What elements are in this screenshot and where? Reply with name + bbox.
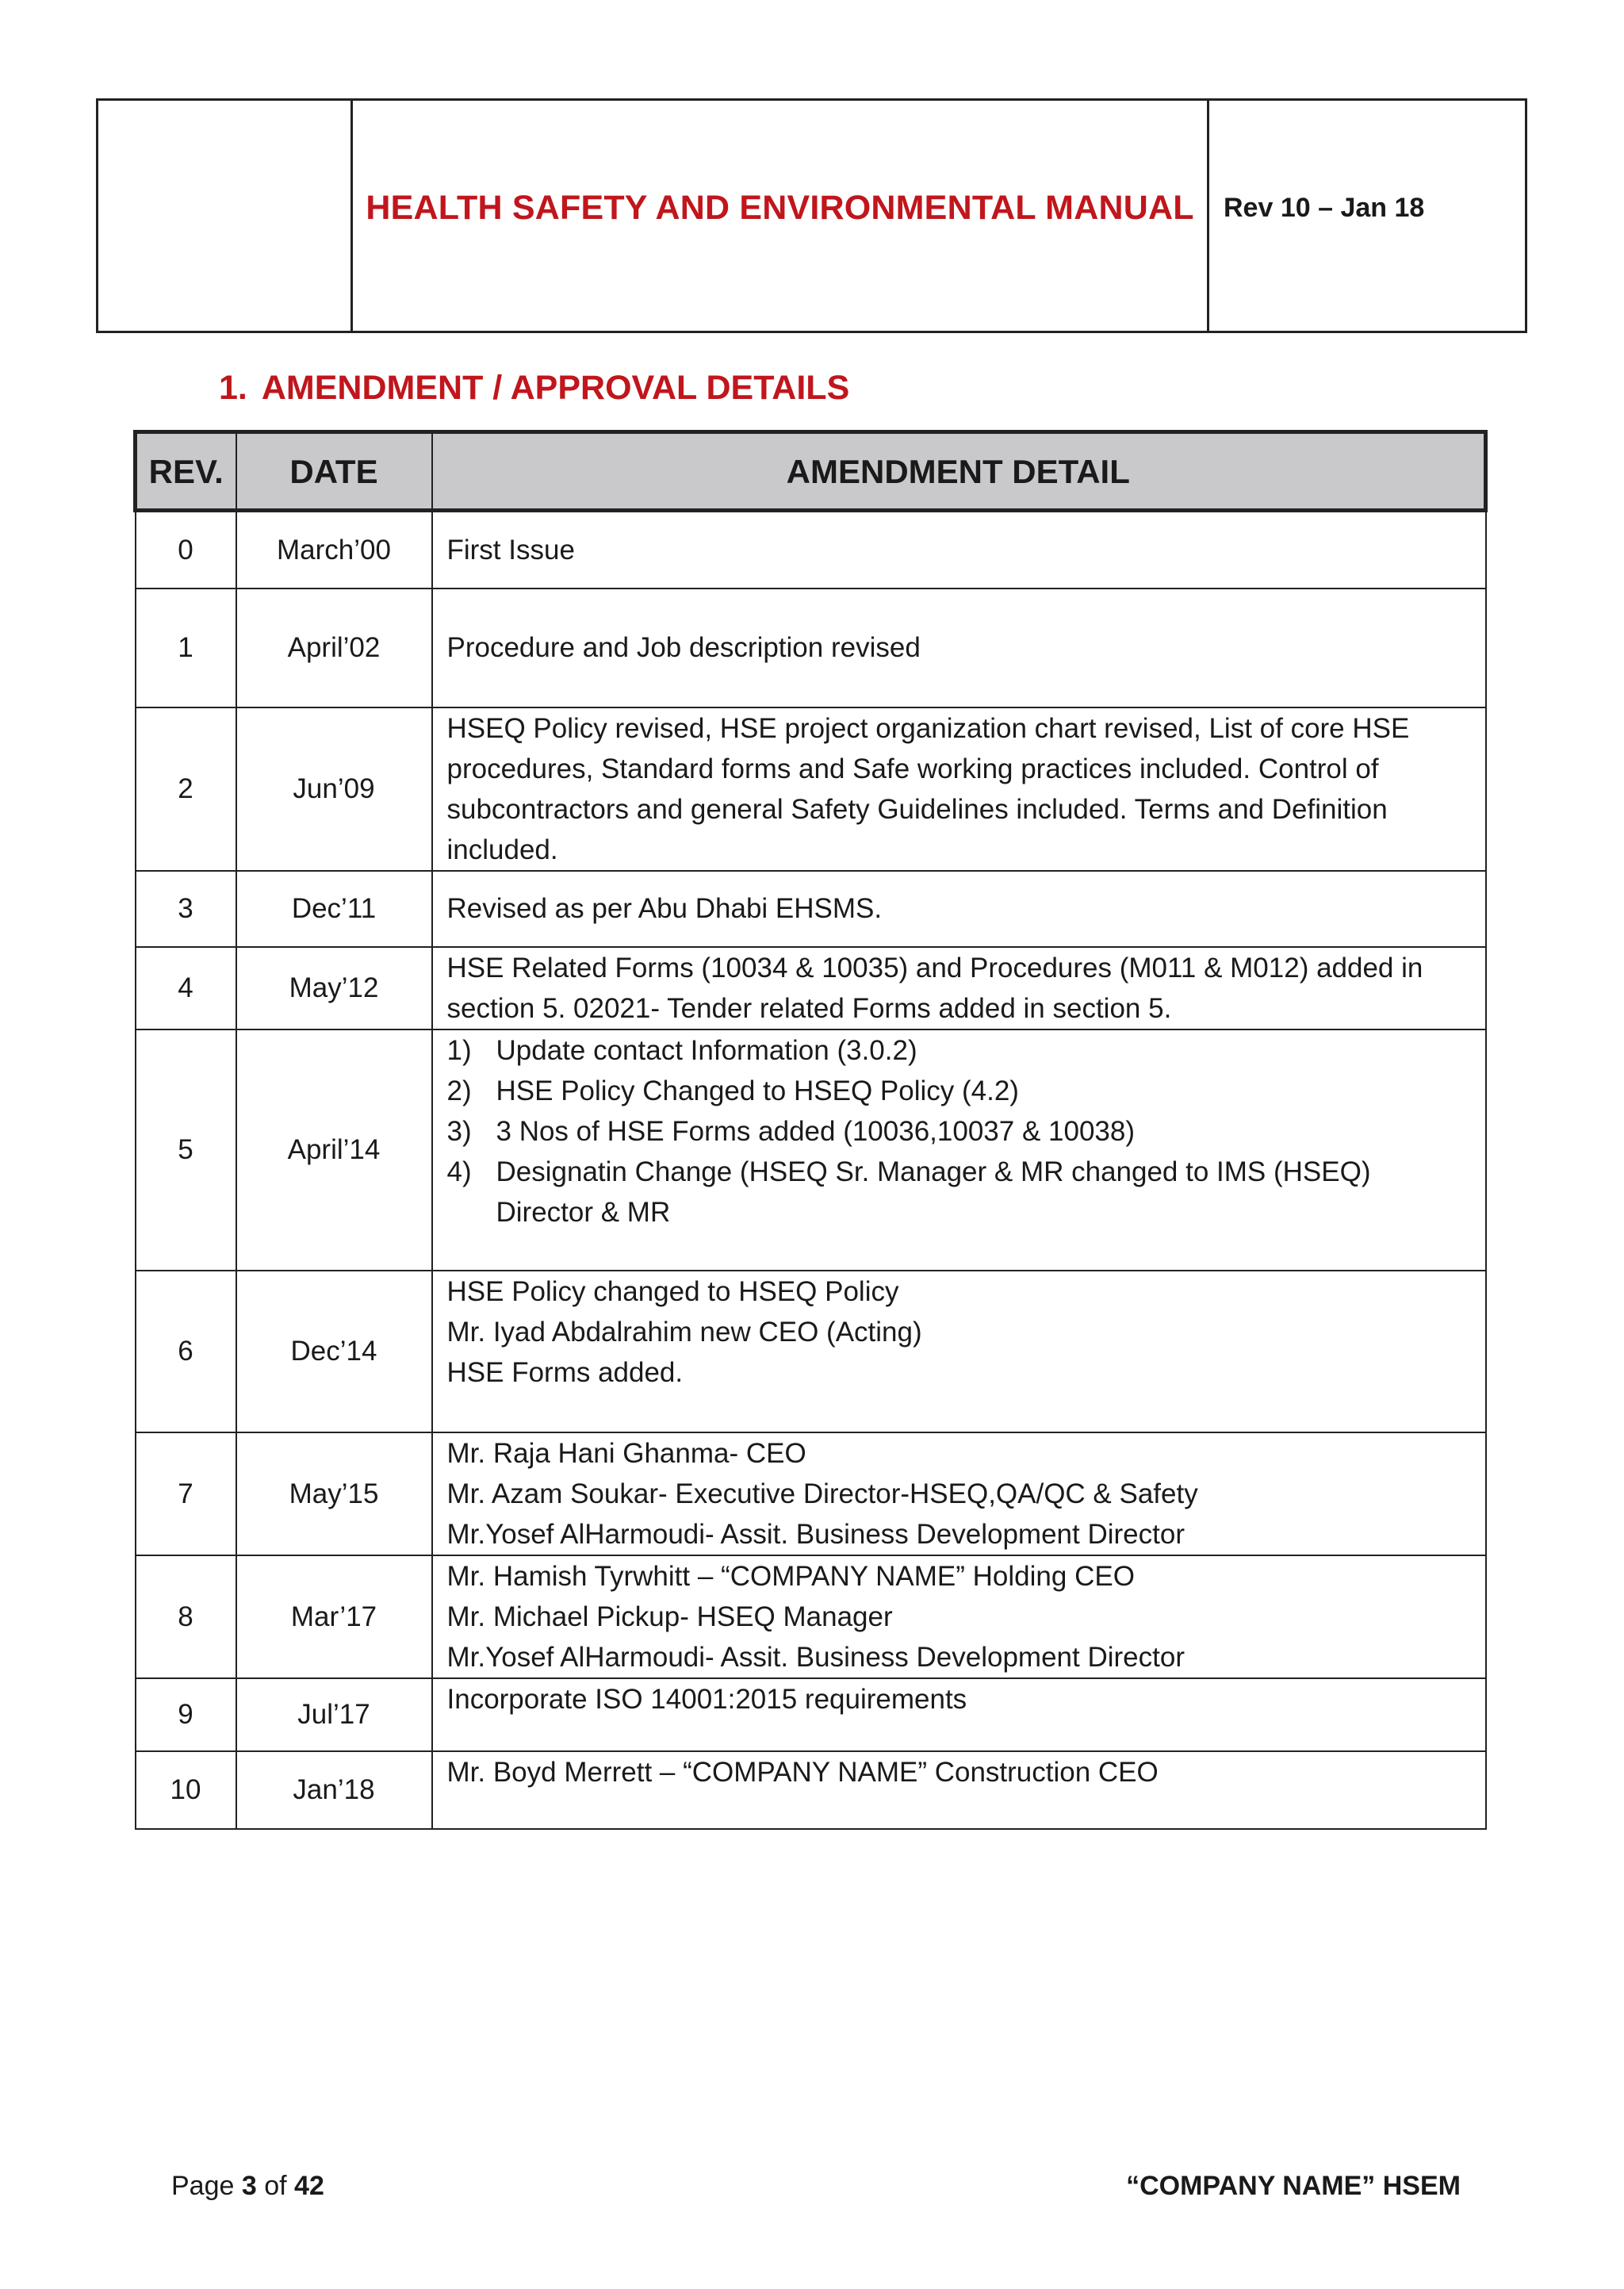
list-item-number: 2) [446, 1075, 472, 1106]
amendment-detail-cell [432, 1751, 1486, 1829]
section-title: AMENDMENT / APPROVAL DETAILS [261, 369, 850, 407]
document-code: “COMPANY NAME” HSEM [1126, 2171, 1461, 2201]
table-row [136, 589, 1486, 707]
section-number: 1. [219, 369, 247, 407]
detail-line: Mr. Michael Pickup- HSEQ Manager [446, 1601, 893, 1632]
table-row [136, 1678, 1486, 1751]
column-header-rev: REV. [136, 432, 236, 511]
rev-cell: 3 [136, 871, 236, 947]
date-cell: Jun’09 [236, 707, 432, 871]
section-heading [219, 369, 849, 408]
manual-title: HEALTH SAFETY AND ENVIRONMENTAL MANUAL [366, 188, 1194, 227]
amendment-detail-cell [432, 511, 1486, 589]
table-row [136, 947, 1486, 1029]
detail-line: First Issue [446, 534, 575, 566]
date-cell: May’12 [236, 947, 432, 1029]
detail-line: Mr. Boyd Merrett – “COMPANY NAME” Construction CEO [446, 1756, 1159, 1788]
amendment-detail-cell [432, 707, 1486, 871]
list-item-text: HSE Policy Changed to HSEQ Policy (4.2) [496, 1075, 1019, 1106]
detail-line: HSE Policy changed to HSEQ Policy [446, 1275, 899, 1307]
amendment-detail-cell [432, 1678, 1486, 1751]
list-item [447, 1071, 1471, 1111]
detail-line: HSEQ Policy revised, HSE project organization chart revised, List of core HSE procedures, Standard forms and Safe working practices included. Control of subcontractors and general Safety Guidelines included. Terms and Definition included. [446, 712, 1410, 865]
document-header [96, 98, 1527, 333]
detail-line: HSE Related Forms (10034 & 10035) and Procedures (M011 & M012) added in section 5. 02021- Tender related Forms added in section 5. [446, 952, 1423, 1024]
amendment-detail-cell [432, 947, 1486, 1029]
detail-line: Mr.Yosef AlHarmoudi- Assit. Business Development Director [446, 1518, 1185, 1550]
rev-cell: 9 [136, 1678, 236, 1751]
detail-line: Mr. Raja Hani Ghanma- CEO [446, 1437, 806, 1469]
amendment-detail-cell [432, 589, 1486, 707]
page-number: Page 3 of 42 [171, 2171, 324, 2201]
date-cell: May’15 [236, 1432, 432, 1555]
rev-cell: 5 [136, 1029, 236, 1271]
table-row [136, 1029, 1486, 1271]
list-item-text: Designatin Change (HSEQ Sr. Manager & MR changed to IMS (HSEQ) Director & MR [496, 1156, 1371, 1228]
amendment-detail-cell [432, 1555, 1486, 1678]
rev-cell: 8 [136, 1555, 236, 1678]
logo-cell [98, 101, 353, 331]
column-header-amendment-detail: AMENDMENT DETAIL [432, 432, 1486, 511]
date-cell: April’02 [236, 589, 432, 707]
table-row [136, 1432, 1486, 1555]
rev-cell: 4 [136, 947, 236, 1029]
date-cell: April’14 [236, 1029, 432, 1271]
amendment-list [447, 1030, 1471, 1233]
header-title-cell [353, 101, 1209, 331]
rev-cell: 6 [136, 1271, 236, 1432]
list-item-number: 3) [446, 1115, 472, 1147]
list-item-text: Update contact Information (3.0.2) [496, 1034, 917, 1066]
rev-cell: 0 [136, 511, 236, 589]
detail-line: Incorporate ISO 14001:2015 requirements [446, 1683, 967, 1715]
list-item-number: 1) [446, 1034, 472, 1066]
amendment-detail-cell [432, 1432, 1486, 1555]
detail-line: Mr. Azam Soukar- Executive Director-HSEQ,QA/QC & Safety [446, 1478, 1198, 1509]
date-cell: Jan’18 [236, 1751, 432, 1829]
amendment-detail-cell [432, 1271, 1486, 1432]
amendment-detail-cell [432, 1029, 1486, 1271]
detail-line: Mr.Yosef AlHarmoudi- Assit. Business Development Director [446, 1641, 1185, 1673]
rev-cell: 2 [136, 707, 236, 871]
table-row [136, 871, 1486, 947]
list-item-number: 4) [446, 1156, 472, 1187]
list-item [447, 1030, 1471, 1071]
table-row [136, 1751, 1486, 1829]
detail-line: Mr. Hamish Tyrwhitt – “COMPANY NAME” Holding CEO [446, 1560, 1135, 1592]
date-cell: Jul’17 [236, 1678, 432, 1751]
detail-line: Revised as per Abu Dhabi EHSMS. [446, 893, 883, 924]
list-item [447, 1152, 1471, 1233]
list-item-text: 3 Nos of HSE Forms added (10036,10037 & 10038) [496, 1115, 1135, 1147]
list-item [447, 1111, 1471, 1152]
detail-line: Procedure and Job description revised [446, 632, 921, 663]
date-cell: Dec’11 [236, 871, 432, 947]
revision-label: Rev 10 – Jan 18 [1224, 192, 1425, 223]
detail-line: Mr. Iyad Abdalrahim new CEO (Acting) [446, 1316, 922, 1348]
table-row [136, 1271, 1486, 1432]
table-row [136, 1555, 1486, 1678]
date-cell: Mar’17 [236, 1555, 432, 1678]
date-cell: March’00 [236, 511, 432, 589]
date-cell: Dec’14 [236, 1271, 432, 1432]
table-row [136, 707, 1486, 871]
rev-cell: 10 [136, 1751, 236, 1829]
amendment-table [133, 430, 1488, 1830]
rev-cell: 7 [136, 1432, 236, 1555]
rev-cell: 1 [136, 589, 236, 707]
table-header-row [136, 432, 1486, 511]
detail-line: HSE Forms added. [446, 1356, 684, 1388]
column-header-date: DATE [236, 432, 432, 511]
table-row [136, 511, 1486, 589]
amendment-detail-cell [432, 871, 1486, 947]
